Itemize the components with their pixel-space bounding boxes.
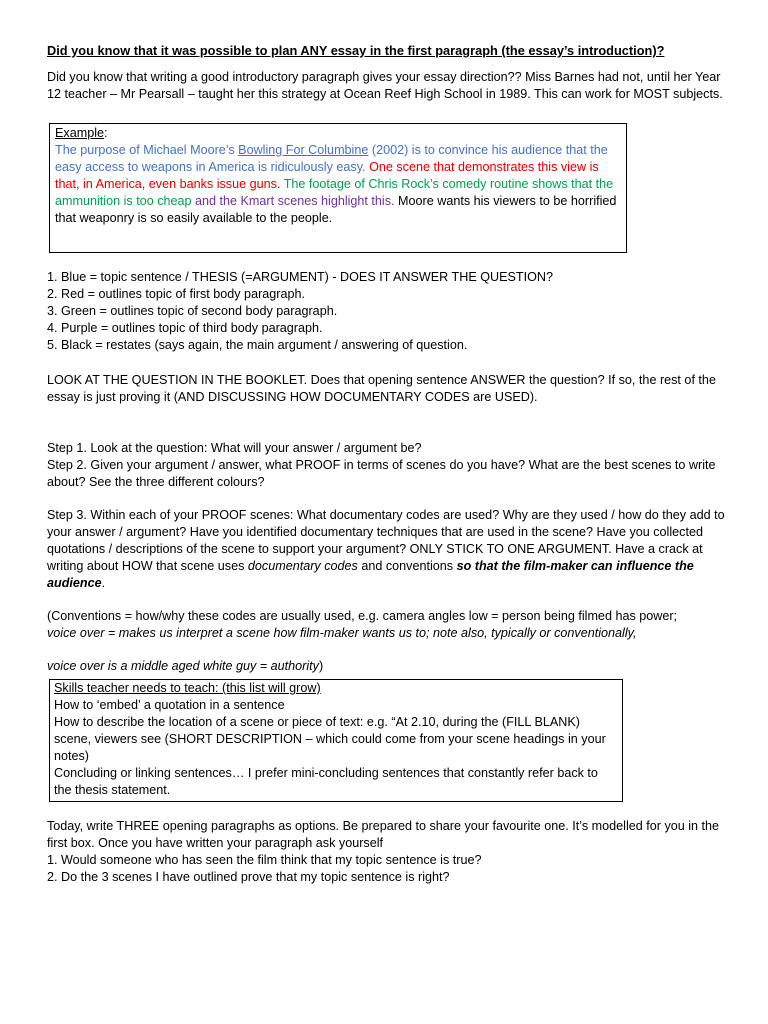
example-label-colon: :	[104, 126, 108, 140]
step-3-end: .	[101, 576, 106, 590]
film-title: Bowling For Columbine	[238, 143, 369, 157]
step-1: Step 1. Look at the question: What will your answer / argument be?	[47, 441, 422, 455]
skills-item: How to ‘embed’ a quotation in a sentence	[54, 698, 285, 712]
third-body-topic: and the Kmart scenes highlight this.	[195, 194, 399, 208]
intro-paragraph: Did you know that writing a good introductory paragraph gives your essay direction?? Miss Barnes had not, until her Year 12 teacher – Mr Pearsall – taught her this strategy at Ocean Reef High School in 1989. This can work for MOST subjects.	[47, 70, 723, 101]
look-at-question-paragraph: LOOK AT THE QUESTION IN THE BOOKLET. Does that opening sentence ANSWER the question? If so, the rest of the essay is just proving it (AND DISCUSSING HOW DOCUMENTARY CODES are USED).	[47, 373, 716, 404]
example-label: Example	[55, 126, 104, 140]
self-check-question: 2. Do the 3 scenes I have outlined prove that my topic sentence is right?	[47, 870, 450, 884]
step-3-mid: and conventions	[357, 559, 457, 573]
skills-item: How to describe the location of a scene or piece of text: e.g. “At 2.10, during the (FILL BLANK) scene, viewers see (SHORT DESCRIPTION – which could come from your scene headings in your notes)	[54, 715, 606, 763]
conventions-line-3-italic: voice over is a middle aged white guy = authority	[47, 659, 319, 673]
step-3-text: Step 3. Within each of your PROOF scenes: What documentary codes are used? Why are they used / how do they add to your answer / argument? Have you identified documentary techniques that are used in the scene? Have you collected quotations / descriptions of the scene to support your argument? ONLY STICK TO ONE ARGUMENT. Have a crack at writing about HOW that scene uses	[47, 508, 725, 573]
conventions-line-1: (Conventions = how/why these codes are usually used, e.g. camera angles low = person being filmed has power;	[47, 609, 678, 623]
step-3-italic: documentary codes	[247, 559, 358, 573]
first-body-topic: One scene that demonstrates this view is that, in America, even banks issue guns.	[55, 160, 599, 191]
skills-box	[49, 679, 623, 802]
legend-item: 1. Blue = topic sentence / THESIS (=ARGUMENT) - DOES IT ANSWER THE QUESTION?	[47, 270, 553, 284]
conventions-line-3	[47, 658, 727, 675]
example-box	[49, 123, 627, 253]
legend-item: 5. Black = restates (says again, the main argument / answering of question.	[47, 338, 468, 352]
legend-item: 2. Red = outlines topic of first body paragraph.	[47, 287, 305, 301]
thesis-sentence-part-2: (2002) is to convince his audience that the easy access to weapons in America is ridiculously easy.	[55, 143, 608, 174]
thesis-sentence-part-1: The purpose of Michael Moore’s	[55, 143, 239, 157]
colour-legend	[47, 269, 727, 354]
step-3	[47, 507, 727, 592]
restatement-sentence: Moore wants his viewers to be horrified that weaponry is so easily available to the people.	[55, 194, 617, 225]
step-2: Step 2. Given your argument / answer, what PROOF in terms of scenes do you have? What are the best scenes to write about? See the three different colours?	[47, 458, 716, 489]
skills-item: Concluding or linking sentences… I prefer mini-concluding sentences that constantly refer back to the thesis statement.	[54, 766, 598, 797]
second-body-topic: The footage of Chris Rock’s comedy routine shows that the ammunition is too cheap	[55, 177, 614, 208]
page-heading: Did you know that it was possible to plan ANY essay in the first paragraph (the essay’s introduction)?	[47, 43, 665, 58]
conventions-line-3-end: )	[318, 659, 324, 673]
document-body	[47, 42, 727, 886]
skills-title: Skills teacher needs to teach: (this list will grow)	[54, 681, 321, 695]
today-paragraph: Today, write THREE opening paragraphs as options. Be prepared to share your favourite one. It’s modelled for you in the first box. Once you have written your paragraph ask yourself	[47, 819, 720, 850]
conventions-line-2: voice over = makes us interpret a scene how film-maker wants us to; note also, typically or conventionally,	[47, 626, 637, 640]
example-paragraph	[55, 125, 622, 227]
legend-item: 3. Green = outlines topic of second body paragraph.	[47, 304, 338, 318]
step-3-emphasis: so that the film-maker can influence the audience	[47, 559, 694, 590]
self-check-question: 1. Would someone who has seen the film think that my topic sentence is true?	[47, 853, 482, 867]
legend-item: 4. Purple = outlines topic of third body paragraph.	[47, 321, 323, 335]
